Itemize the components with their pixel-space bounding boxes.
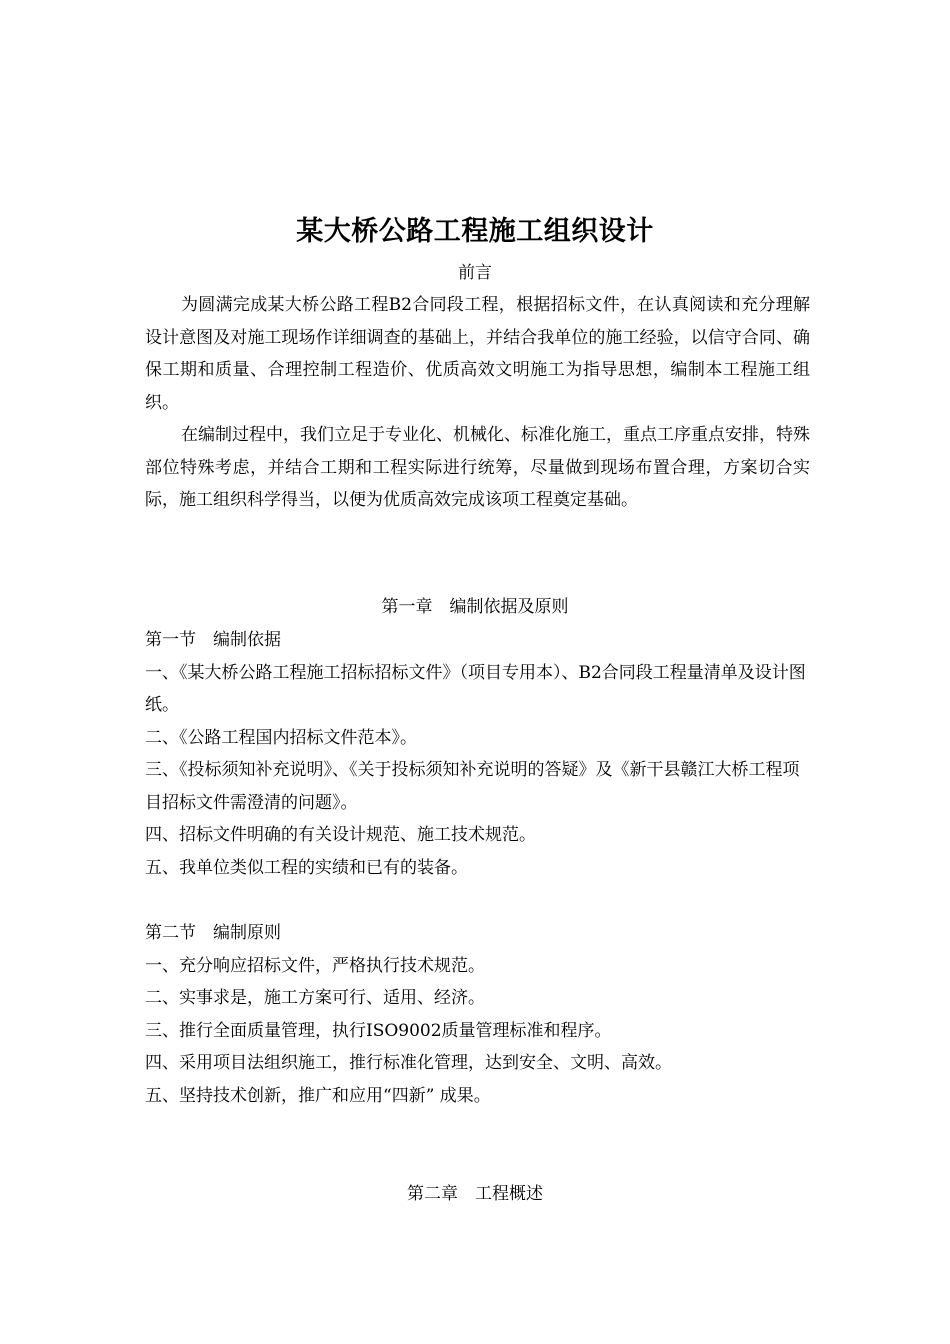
document-title: 某大桥公路工程施工组织设计: [296, 216, 654, 247]
basis-item-3: 三、《投标须知补充说明》、《关于投标须知补充说明的答疑》及《新干县赣江大桥工程项目招标文件需澄清的问题》。: [145, 760, 800, 813]
section-heading-principles: 第二节 编制原则: [145, 923, 281, 943]
preface-paragraph-1: 为圆满完成某大桥公路工程B2合同段工程，根据招标文件，在认真阅读和充分理解设计意图及对施工现场作详细调查的基础上，并结合我单位的施工经验，以信守合同、确保工期和质量、合理控制工程造价、优质高效文明施工为指导思想，编制本工程施工组织。: [145, 295, 810, 413]
preface-heading: 前言: [458, 263, 492, 283]
basis-item-5: 五、我单位类似工程的实绩和已有的装备。: [145, 857, 468, 878]
principle-item-4: 四、采用项目法组织施工，推行标准化管理，达到安全、文明、高效。: [145, 1053, 672, 1073]
principle-item-2: 二、实事求是，施工方案可行、适用、经济。: [145, 988, 485, 1008]
principle-item-5: 五、坚持技术创新，推广和应用“四新” 成果。: [145, 1085, 491, 1106]
chapter1-section2: [145, 917, 810, 1112]
basis-item-4: 四、招标文件明确的有关设计规范、施工技术规范。: [145, 825, 536, 845]
chapter1-section1: [145, 624, 810, 884]
section-heading-basis: 第一节 编制依据: [145, 630, 281, 650]
principle-item-3: 三、推行全面质量管理，执行ISO9002质量管理标准和程序。: [145, 1020, 612, 1041]
principle-item-1: 一、充分响应招标文件，严格执行技术规范。: [145, 955, 485, 976]
preface-paragraph-2: 在编制过程中，我们立足于专业化、机械化、标准化施工，重点工序重点安排，特殊部位特殊考虑，并结合工期和工程实际进行统筹，尽量做到现场布置合理，方案切合实际，施工组织科学得当，以便为优质高效完成该项工程奠定基础。: [145, 425, 810, 510]
basis-item-1: 一、《某大桥公路工程施工招标招标文件》（项目专用本）、B2合同段工程量清单及设计图纸。: [145, 662, 806, 715]
chapter1-heading: 第一章 编制依据及原则: [381, 597, 569, 617]
preface-body: [145, 289, 810, 517]
basis-item-2: 二、《公路工程国内招标文件范本》。: [145, 727, 417, 748]
chapter2-heading: 第二章 工程概述: [407, 1184, 543, 1204]
